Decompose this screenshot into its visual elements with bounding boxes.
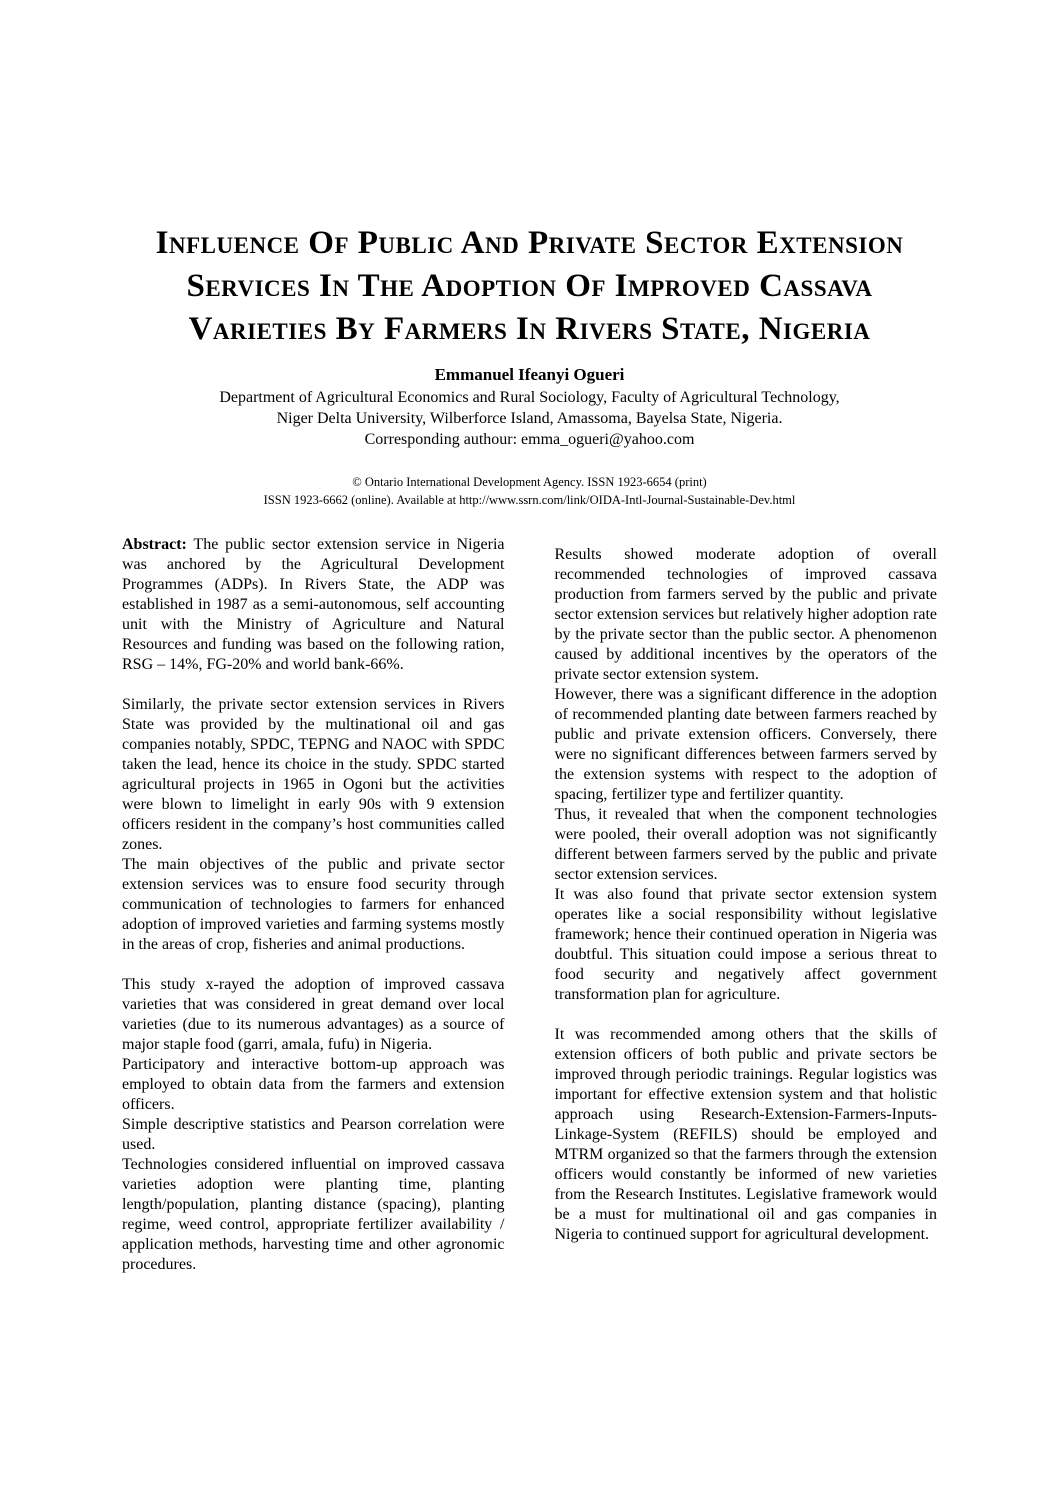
author-name: Emmanuel Ifeanyi Ogueri bbox=[434, 365, 625, 384]
abstract-left-paragraph-3: The main objectives of the public and private sector extension services was to ensure food security through communication of technologies to farmers for enhanced adoption of improved varieties and farming systems mostly in the areas of crop, fisheries and animal productions. bbox=[122, 856, 505, 953]
publisher-imprint bbox=[122, 474, 937, 509]
abstract-right-paragraph-4: It was also found that private sector extension system operates like a social responsibility without legislative framework; hence their continued operation in Nigeria was doubtful. This situation could impose a serious threat to food security and negatively affect government transformation plan for agriculture. bbox=[554, 886, 937, 1003]
imprint-line-1: © Ontario International Development Agency. ISSN 1923-6654 (print) bbox=[352, 475, 707, 489]
abstract-right-paragraph-3: Thus, it revealed that when the component technologies were pooled, their overall adoption was not significantly different between farmers served by the public and private sector extension services. bbox=[554, 806, 937, 883]
abstract-columns bbox=[122, 535, 937, 1275]
paper-title-line-2: Services In The Adoption Of Improved Cassava bbox=[186, 268, 873, 304]
abstract-left-paragraph-6: Simple descriptive statistics and Pearson correlation were used. bbox=[122, 1116, 505, 1153]
imprint-line-2: ISSN 1923-6662 (online). Available at http://www.ssrn.com/link/OIDA-Intl-Journal-Sustainable-Dev.html bbox=[263, 492, 796, 507]
paper-title-line-3: Varieties By Farmers In Rivers State, Nigeria bbox=[188, 311, 871, 347]
abstract-right-column bbox=[555, 535, 938, 1275]
affiliation-line-2: Niger Delta University, Wilberforce Island, Amassoma, Bayelsa State, Nigeria. bbox=[276, 410, 783, 427]
abstract-left-paragraph-4: This study x-rayed the adoption of improved cassava varieties that was considered in great demand over local varieties (due to its numerous advantages) as a source of major staple food (garri, amala, fufu) in Nigeria. bbox=[122, 976, 505, 1053]
abstract-right-paragraph-1: Results showed moderate adoption of overall recommended technologies of improved cassava production from farmers served by the public and private sector extension services but relatively higher adoption rate by the private sector than the public sector. A phenomenon caused by additional incentives by the operators of the private sector extension system. bbox=[554, 546, 937, 683]
abstract-left-column bbox=[122, 535, 505, 1275]
abstract-left-paragraph-1: Abstract: The public sector extension service in Nigeria was anchored by the Agricultural Development Programmes (ADPs). In Rivers State, the ADP was established in 1987 as a semi-autonomous, self accounting unit with the Ministry of Agriculture and Natural Resources and funding was based on the following ration, RSG – 14%, FG-20% and world bank-66%. bbox=[122, 536, 505, 673]
abstract-right-paragraph-2: However, there was a significant difference in the adoption of recommended planting date between farmers reached by public and private extension officers. Conversely, there were no significant differences between farmers served by the extension systems with respect to the adoption of spacing, fertilizer type and fertilizer quantity. bbox=[554, 686, 937, 803]
abstract-right-paragraph-5: It was recommended among others that the skills of extension officers of both public and private sectors be improved through periodic trainings. Regular logistics was important for effective extension system and that holistic approach using Research-Extension-Farmers-Inputs-Linkage-System (REFILS) should be employed and MTRM organized so that the farmers through the extension officers would constantly be informed of new varieties from the Research Institutes. Legislative framework would be a must for multinational oil and gas companies in Nigeria to continued support for agricultural development. bbox=[554, 1026, 937, 1243]
paper-title bbox=[122, 222, 937, 351]
author-affiliation bbox=[122, 387, 937, 450]
abstract-left-paragraph-2: Similarly, the private sector extension services in Rivers State was provided by the multinational oil and gas companies notably, SPDC, TEPNG and NAOC with SPDC taken the lead, hence its choice in the study. SPDC started agricultural projects in 1965 in Ogoni but the activities were blown to limelight in early 90s with 9 extension officers resident in the company’s host communities called zones. bbox=[122, 696, 505, 853]
corresponding-author-line: Corresponding authour: emma_ogueri@yahoo.com bbox=[364, 431, 695, 448]
abstract-left-paragraph-7: Technologies considered influential on improved cassava varieties adoption were planting time, planting length/population, planting distance (spacing), planting regime, weed control, appropriate fertilizer availability / application methods, harvesting time and other agronomic procedures. bbox=[122, 1156, 505, 1273]
paper-title-line-1: Influence Of Public And Private Sector Extension bbox=[155, 225, 904, 261]
affiliation-line-1: Department of Agricultural Economics and Rural Sociology, Faculty of Agricultural Technology, bbox=[219, 389, 840, 406]
abstract-label: Abstract: bbox=[122, 536, 187, 553]
abstract-left-paragraph-5: Participatory and interactive bottom-up approach was employed to obtain data from the farmers and extension officers. bbox=[122, 1056, 505, 1113]
